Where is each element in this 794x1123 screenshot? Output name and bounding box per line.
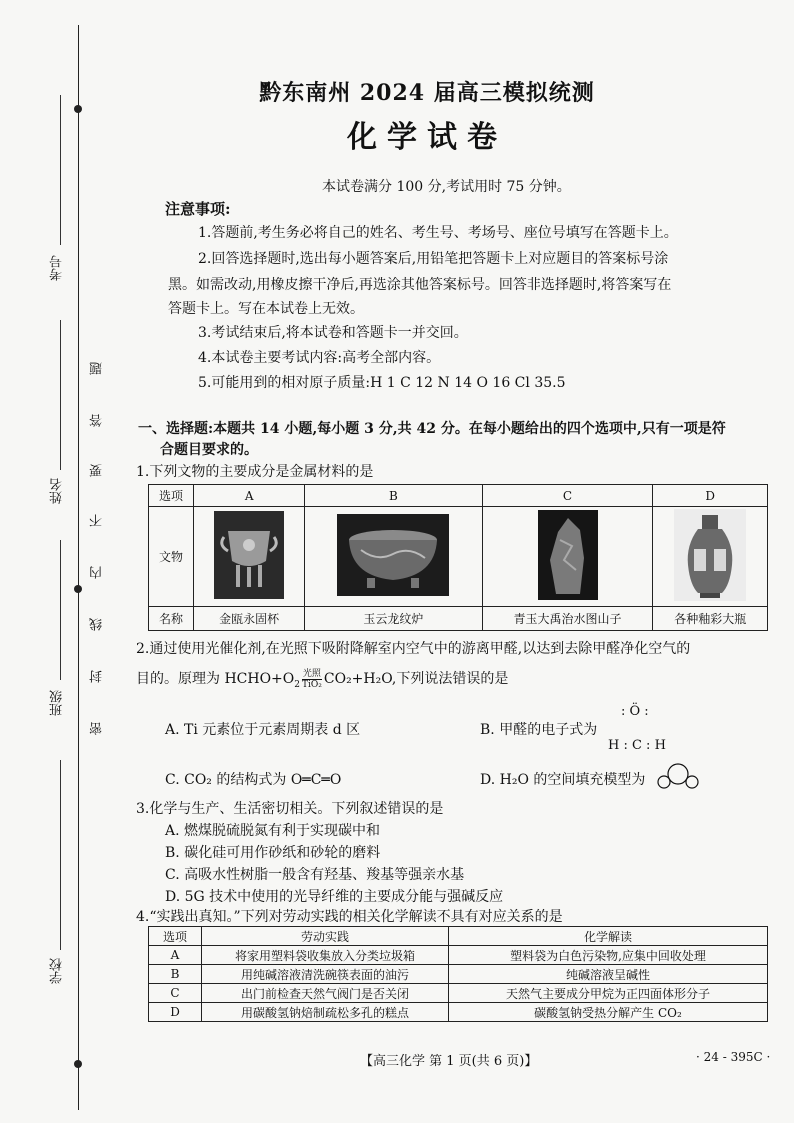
q2-option-b-formula-bottom: H : C : H <box>608 738 666 753</box>
q3-option-a: A. 燃煤脱硫脱氮有利于实现碳中和 <box>165 823 381 839</box>
q4-cell: 将家用塑料袋收集放入分类垃圾箱 <box>202 946 449 965</box>
subject-title: 化学试卷 <box>347 120 507 155</box>
q4-cell: 塑料袋为白色污染物,应集中回收处理 <box>449 946 768 965</box>
q4-cell: D <box>149 1003 202 1022</box>
jade-censer-image <box>337 514 449 596</box>
table-row <box>149 946 768 965</box>
q2-equation: 目的。原理为 $HCHO+O_2$光照 TiO₂ CO₂+H₂O,下列说法错误的是 <box>136 668 509 690</box>
row-label: 选项 <box>149 485 194 507</box>
note-item-3: 3.考试结束后,将本试卷和答题卡一并交回。 <box>198 325 468 341</box>
note-item-2-cont2: 答题卡上。写在本试卷上无效。 <box>168 301 364 317</box>
q4-header-interpretation: 化学解读 <box>449 927 768 946</box>
vase-image <box>674 509 746 601</box>
artifact-b-image <box>305 507 482 607</box>
q4-cell: B <box>149 965 202 984</box>
school-blank <box>60 760 61 950</box>
note-item-4: 4.本试卷主要考试内容:高考全部内容。 <box>198 350 441 366</box>
option-header-c: C <box>482 485 653 507</box>
q2-option-b: B. 甲醛的电子式为 <box>480 722 598 738</box>
q1-table <box>148 484 768 631</box>
artifact-c-name: 青玉大禹治水图山子 <box>482 607 653 631</box>
option-header-b: B <box>305 485 482 507</box>
note-item-2: 2.回答选择题时,选出每小题答案后,用铅笔把答题卡上对应题目的答案标号涂 <box>198 251 669 267</box>
seal-char-8: 密 <box>90 722 105 735</box>
class-label: 班级 <box>50 690 65 716</box>
artifact-a-image <box>194 507 305 607</box>
water-space-filling-model-icon <box>655 762 701 792</box>
q2-option-a: A. Ti 元素位于元素周期表 d 区 <box>165 722 361 738</box>
binding-dot <box>74 585 82 593</box>
table-row <box>149 1003 768 1022</box>
q3-option-b: B. 碳化硅可用作砂纸和砂轮的磨料 <box>165 845 381 861</box>
exam-title: 黔东南州 2024 届高三模拟统测 <box>259 80 595 106</box>
option-header-a: A <box>194 485 305 507</box>
q4-cell: C <box>149 984 202 1003</box>
q4-cell: 碳酸氢钠受热分解产生 CO₂ <box>449 1003 768 1022</box>
table-row <box>149 984 768 1003</box>
table-row <box>149 965 768 984</box>
q2-option-d: D. H₂O 的空间填充模型为 <box>480 772 646 788</box>
artifact-a-name: 金瓯永固杯 <box>194 607 305 631</box>
binding-line <box>78 25 79 1110</box>
q4-header-option: 选项 <box>149 927 202 946</box>
page-footer: 【高三化学 第 1 页(共 6 页)】 <box>360 1054 538 1069</box>
golden-cup-image <box>214 511 284 599</box>
artifact-b-name: 玉云龙纹炉 <box>305 607 482 631</box>
seal-char-1: 题 <box>90 362 105 375</box>
seal-char-6: 线 <box>90 618 105 631</box>
q1-stem: 1.下列文物的主要成分是金属材料的是 <box>136 464 374 480</box>
note-item-5: 5.可能用到的相对原子质量:H 1 C 12 N 14 O 16 Cl 35.5 <box>198 375 566 391</box>
q4-stem: 4.“实践出真知。”下列对劳动实践的相关化学解读不具有对应关系的是 <box>136 909 563 925</box>
note-item-1: 1.答题前,考生务必将自己的姓名、考生号、考场号、座位号填写在答题卡上。 <box>198 225 678 241</box>
q2-option-b-formula-top: : Ö : <box>621 704 649 719</box>
q2-stem: 2.通过使用光催化剂,在光照下吸附降解室内空气中的游离甲醛,以达到去除甲醛净化空气的 <box>136 641 691 657</box>
q4-cell: A <box>149 946 202 965</box>
artifact-d-name: 各种釉彩大瓶 <box>653 607 768 631</box>
seal-char-3: 要 <box>90 464 105 477</box>
paper-code: · 24 - 395C · <box>696 1050 771 1064</box>
name-blank <box>60 320 61 470</box>
section-heading: 一、选择题:本题共 14 小题,每小题 3 分,共 42 分。在每小题给出的四个选项中,只有一项是符 <box>138 421 726 437</box>
q4-cell: 用纯碱溶液清洗碗筷表面的油污 <box>202 965 449 984</box>
q2-option-c: C. CO₂ 的结构式为 O═C═O <box>165 772 342 788</box>
exam-info: 本试卷满分 100 分,考试用时 75 分钟。 <box>322 179 571 195</box>
q3-stem: 3.化学与生产、生活密切相关。下列叙述错误的是 <box>136 801 444 817</box>
q4-header-practice: 劳动实践 <box>202 927 449 946</box>
exam-number-label: 考号 <box>50 255 65 281</box>
seal-char-2: 答 <box>90 414 105 427</box>
name-label: 姓名 <box>50 478 65 504</box>
notes-heading: 注意事项: <box>165 200 231 218</box>
seal-char-4: 不 <box>90 514 105 527</box>
artifact-c-image <box>482 507 653 607</box>
row-label: 名称 <box>149 607 194 631</box>
artifact-d-image <box>653 507 768 607</box>
q4-table <box>148 926 768 1022</box>
seal-char-5: 内 <box>90 566 105 579</box>
q4-cell: 出门前检查天然气阀门是否关闭 <box>202 984 449 1003</box>
binding-dot <box>74 1060 82 1068</box>
row-label: 文物 <box>149 507 194 607</box>
q3-option-d: D. 5G 技术中使用的光导纤维的主要成分能与强碱反应 <box>165 889 504 905</box>
seal-char-7: 封 <box>90 670 105 683</box>
q4-cell: 天然气主要成分甲烷为正四面体形分子 <box>449 984 768 1003</box>
class-blank <box>60 540 61 680</box>
q4-cell: 用碳酸氢钠焙制疏松多孔的糕点 <box>202 1003 449 1022</box>
school-label: 学校 <box>50 958 65 984</box>
jade-mountain-image <box>538 510 598 600</box>
section-heading-cont: 合题目要求的。 <box>160 442 258 458</box>
option-header-d: D <box>653 485 768 507</box>
q3-option-c: C. 高吸水性树脂一般含有羟基、羧基等强亲水基 <box>165 867 465 883</box>
note-item-2-cont: 黑。如需改动,用橡皮擦干净后,再选涂其他答案标号。回答非选择题时,将答案写在 <box>168 277 672 293</box>
q4-cell: 纯碱溶液呈碱性 <box>449 965 768 984</box>
